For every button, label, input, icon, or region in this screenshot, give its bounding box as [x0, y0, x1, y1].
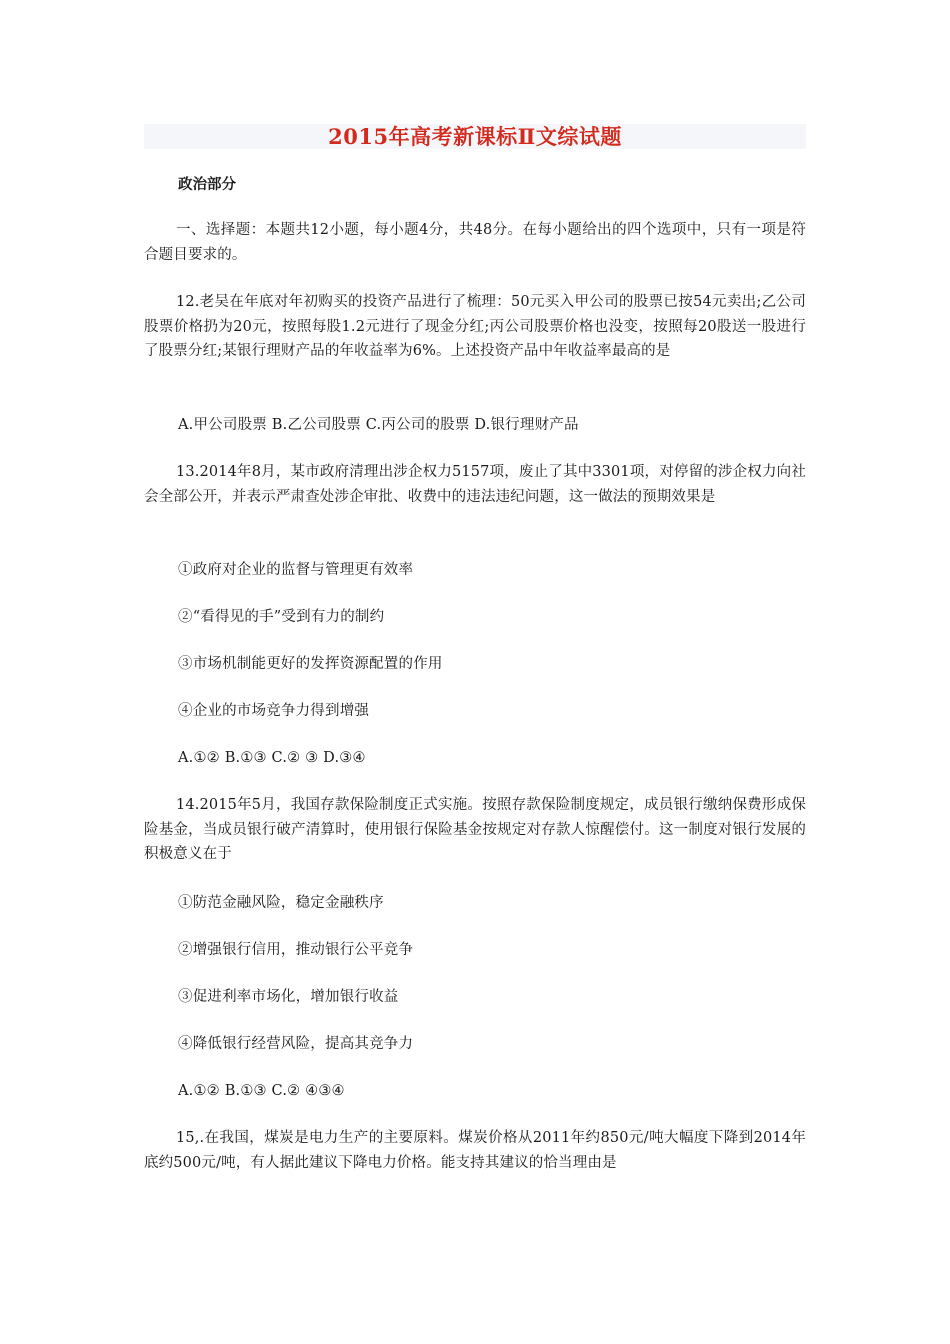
title-bar — [144, 124, 806, 149]
question-13-item-3: ③市场机制能更好的发挥资源配置的作用 — [178, 656, 443, 672]
question-13-stem: 13.2014年8月，某市政府清理出涉企权力5157项，废止了其中3301项，对停留的涉企权力向社会全部公开，并表示严肃查处涉企审批、收费中的违法违纪问题，这一做法的预期效果是 — [144, 464, 806, 505]
question-14-options: A.①② B.①③ C.② ④③④ — [178, 1083, 345, 1099]
question-13-item-1: ①政府对企业的监督与管理更有效率 — [178, 562, 414, 578]
question-14-item-1: ①防范金融风险，稳定金融秩序 — [178, 895, 384, 911]
question-13-item-2: ②“看得见的手”受到有力的制约 — [178, 609, 385, 625]
instructions-paragraph: 一、选择题：本题共12小题，每小题4分，共48分。在每小题给出的四个选项中，只有一项是符合题目要求的。 — [144, 222, 806, 263]
question-14-item-3: ③促进利率市场化，增加银行收益 — [178, 989, 399, 1005]
question-14-item-4: ④降低银行经营风险，提高其竞争力 — [178, 1036, 414, 1052]
question-13-options: A.①② B.①③ C.② ③ D.③④ — [178, 750, 366, 766]
question-14-item-2: ②增强银行信用，推动银行公平竞争 — [178, 942, 414, 958]
document-title: 2015年高考新课标Ⅱ文综试题 — [328, 124, 622, 149]
question-12-options: A.甲公司股票 B.乙公司股票 C.丙公司的股票 D.银行理财产品 — [178, 417, 579, 433]
question-15-stem: 15,.在我国，煤炭是电力生产的主要原料。煤炭价格从2011年约850元/吨大幅度下降到2014年底约500元/吨，有人据此建议下降电力价格。能支持其建议的恰当理由是 — [144, 1130, 806, 1171]
question-14-stem: 14.2015年5月，我国存款保险制度正式实施。按照存款保险制度规定，成员银行缴纳保费形成保险基金，当成员银行破产清算时，使用银行保险基金按规定对存款人惊醒偿付。这一制度对银行发展的积极意义在于 — [144, 797, 806, 862]
question-12-stem: 12.老吴在年底对年初购买的投资产品进行了梳理：50元买入甲公司的股票已按54元卖出;乙公司股票价格扔为20元，按照每股1.2元进行了现金分红;丙公司股票价格也没变，按照每20股送一股进行了股票分红;某银行理财产品的年收益率为6%。上述投资产品中年收益率最高的是 — [144, 294, 806, 359]
question-13-item-4: ④企业的市场竞争力得到增强 — [178, 703, 370, 719]
section-heading: 政治部分 — [178, 176, 236, 193]
